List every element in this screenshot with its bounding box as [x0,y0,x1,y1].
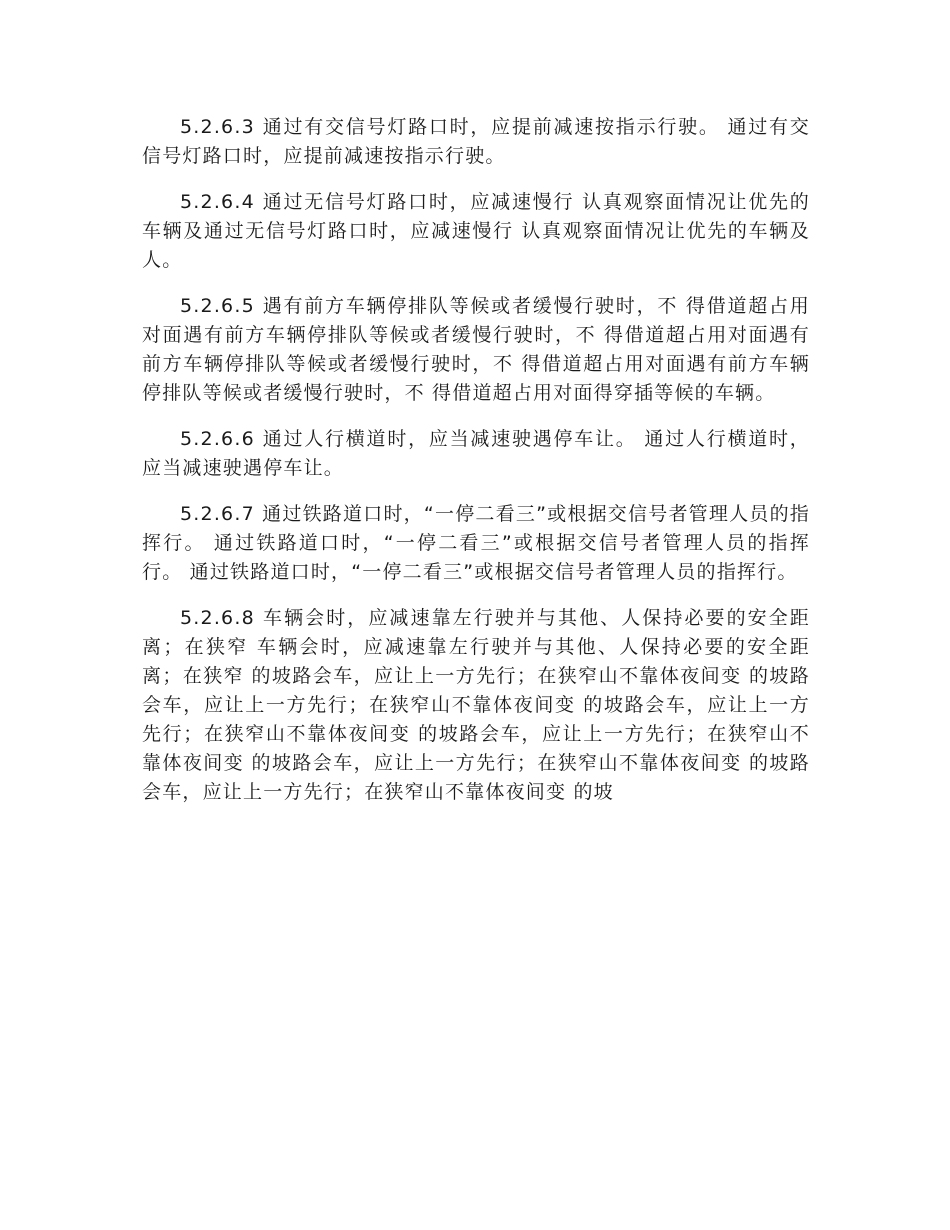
clause-text: 通过无信号灯路口时，应减速慢行 认真观察面情况让优先的车辆及通过无信号灯路口时，应减速慢行 认真观察面情况让优先的车辆及人。 [142,191,810,271]
paragraph-5-2-6-6 [142,425,810,483]
clause-number: 5.2.6.8 [180,607,255,629]
clause-text: 通过有交信号灯路口时，应提前减速按指示行驶。 通过有交信号灯路口时，应提前减速按指示行驶。 [142,116,810,167]
paragraph-5-2-6-8 [142,604,810,807]
clause-number: 5.2.6.3 [180,116,255,138]
paragraph-5-2-6-5 [142,292,810,408]
clause-number: 5.2.6.7 [180,503,255,525]
clause-number: 5.2.6.6 [180,428,255,450]
paragraph-5-2-6-3 [142,113,810,171]
paragraph-5-2-6-4 [142,188,810,275]
document-body [142,113,810,824]
clause-text: 车辆会时，应减速靠左行驶并与其他、人保持必要的安全距离；在狭窄 车辆会时，应减速靠左行驶并与其他、人保持必要的安全距离；在狭窄 的坡路会车，应让上一方先行；在狭窄山不靠体夜间变 的坡路会车，应让上一方先行；在狭窄山不靠体夜间变 的坡路会车，应让上一方先行；在狭窄山不靠体夜间变 的坡路会车，应让上一方先行；在狭窄山不靠体夜间变 的坡路会车，应让上一方先行；在狭窄山不靠体夜间变 的坡路会车，应让上一方先行；在狭窄山不靠体夜间变 的坡 [142,607,811,803]
clause-text: 遇有前方车辆停排队等候或者缓慢行驶时，不 得借道超占用对面遇有前方车辆停排队等候或者缓慢行驶时，不 得借道超占用对面遇有前方车辆停排队等候或者缓慢行驶时，不 得借道超占用对面遇有前方车辆停排队等候或者缓慢行驶时，不 得借道超占用对面得穿插等候的车辆。 [142,295,810,404]
clause-number: 5.2.6.5 [180,295,255,317]
clause-number: 5.2.6.4 [180,191,255,213]
clause-text: 通过人行横道时，应当减速驶遇停车让。 通过人行横道时，应当减速驶遇停车让。 [142,428,810,479]
clause-text: 通过铁路道口时，“一停二看三”或根据交信号者管理人员的指挥行。 通过铁路道口时，“一停二看三”或根据交信号者管理人员的指挥行。 通过铁路道口时，“一停二看三”或根据交信号者管理人员的指挥行。 [142,503,810,583]
paragraph-5-2-6-7 [142,500,810,587]
